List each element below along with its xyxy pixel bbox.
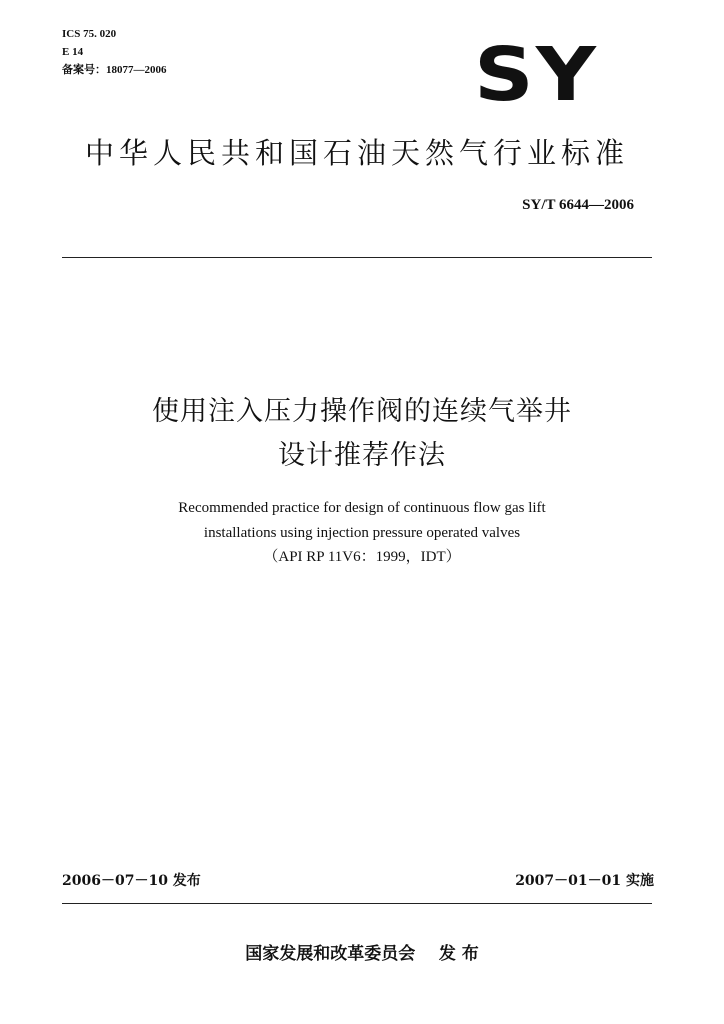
- title-en-line3: （API RP 11V6：1999，IDT）: [263, 549, 461, 565]
- title-en-line1: Recommended practice for design of continuous flow gas lift: [178, 500, 546, 516]
- standard-number: SY/T 6644—2006: [522, 197, 634, 213]
- sy-logo: SY: [474, 32, 599, 118]
- org-title: 中华人民共和国石油天然气行业标准: [84, 136, 629, 170]
- classification-code: E 14: [62, 46, 84, 58]
- ics-code: ICS 75. 020: [62, 28, 117, 40]
- filing-number: 备案号：18077—2006: [62, 64, 167, 76]
- title-cn-line1: 使用注入压力操作阀的连续气举井: [152, 396, 572, 427]
- title-cn-line2: 设计推荐作法: [278, 440, 446, 471]
- bottom-divider: [62, 903, 652, 904]
- publisher: 国家发展和改革委员会 发 布: [245, 944, 479, 964]
- top-divider: [62, 257, 652, 258]
- title-en-line2: installations using injection pressure operated valves: [203, 525, 521, 541]
- implement-date: 2007－01－01 实施: [515, 873, 654, 889]
- issue-date: 2006－07－10 发布: [62, 873, 201, 889]
